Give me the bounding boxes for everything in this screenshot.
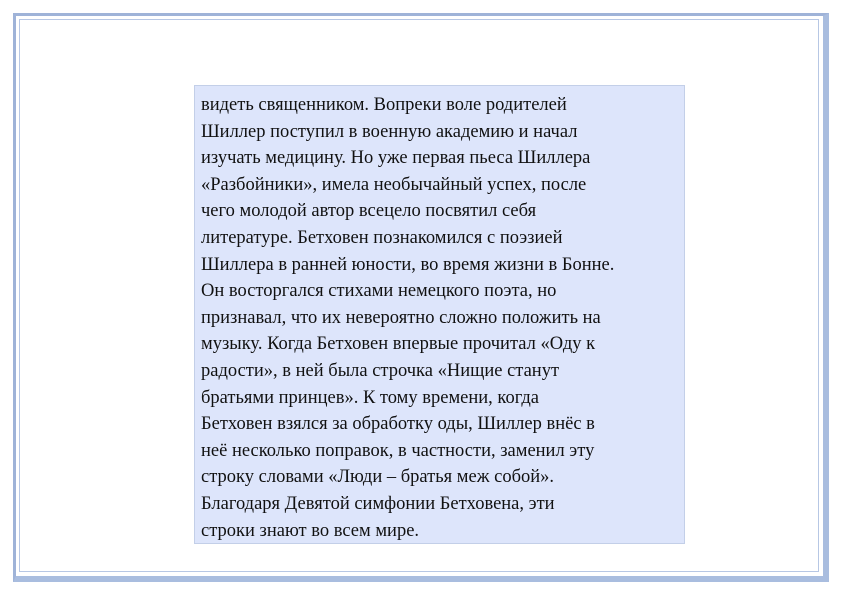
text-line: видеть священником. Вопреки воле родителей	[201, 95, 567, 115]
text-line: братьями принцев». К тому времени, когда	[201, 387, 539, 408]
text-line: строки знают во всем мире.	[201, 520, 420, 541]
text-line: неё несколько поправок, в частности, заменил эту	[201, 440, 595, 461]
text-line: Шиллер поступил в военную академию и начал	[201, 121, 578, 142]
text-line: Благодаря Девятой симфонии Бетховена, эти	[201, 493, 555, 514]
text-line: Он восторгался стихами немецкого поэта, но	[201, 281, 557, 302]
text-line: чего молодой автор всецело посвятил себя	[201, 201, 537, 222]
text-line: радости», в ней была строчка «Нищие станут	[201, 360, 560, 381]
text-line: Бетховен взялся за обработку оды, Шиллер внёс в	[201, 414, 595, 435]
text-line: изучать медицину. Но уже первая пьеса Шиллера	[201, 148, 591, 169]
text-line: Шиллера в ранней юности, во время жизни в Бонне.	[201, 254, 615, 275]
text-line: строку словами «Люди – братья меж собой».	[201, 467, 555, 488]
text-box	[194, 85, 685, 544]
text-line: «Разбойники», имела необычайный успех, после	[201, 174, 587, 195]
text-line: музыку. Когда Бетховен впервые прочитал «Оду к	[201, 334, 596, 355]
text-line: признавал, что их невероятно сложно положить на	[201, 307, 601, 328]
text-line: литературе. Бетховен познакомился с поэзией	[201, 227, 563, 248]
